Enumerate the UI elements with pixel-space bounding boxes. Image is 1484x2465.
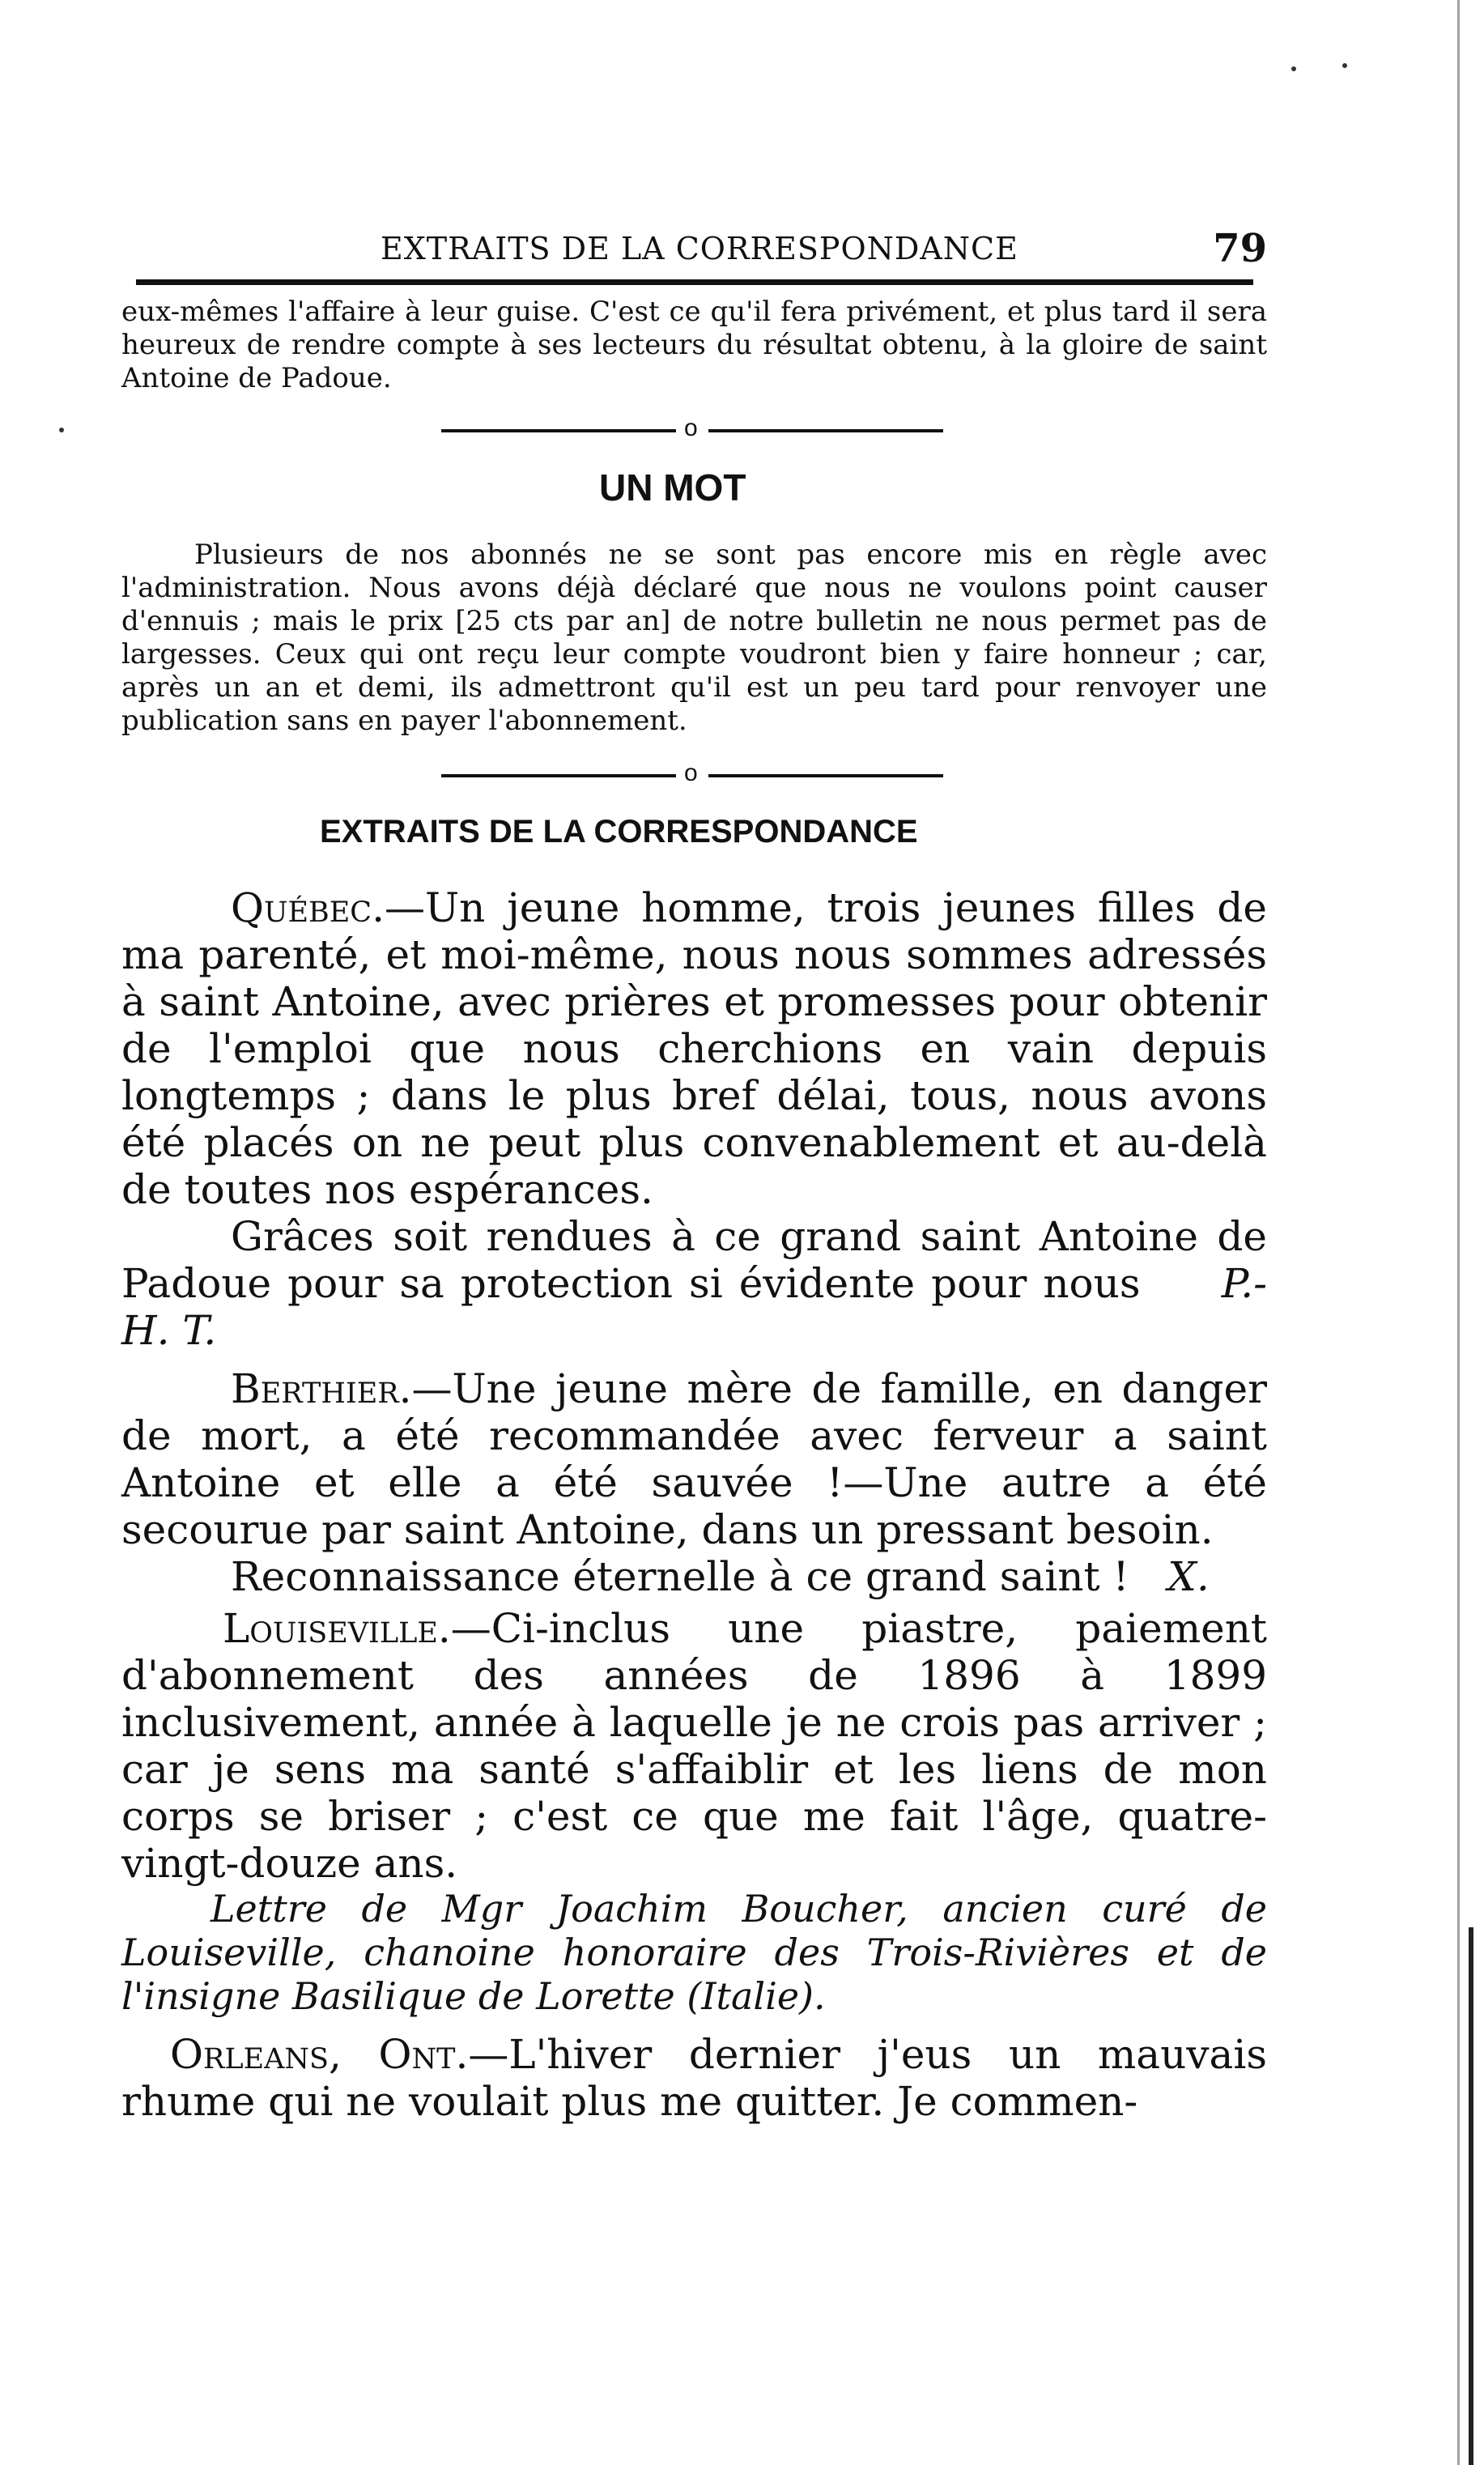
scan-speck [1342, 63, 1347, 68]
place-name: Québec. [231, 884, 385, 931]
scan-edge-line [1457, 0, 1460, 2465]
signature: X. [1167, 1553, 1210, 1600]
running-head [121, 226, 1267, 273]
letter-louiseville [121, 1605, 1267, 1887]
letter-quebec [121, 884, 1267, 1213]
letters-block [121, 884, 1267, 2125]
letter-berthier [121, 1365, 1267, 1553]
thanks-text: Reconnaissance éternelle à ce grand saint ! [231, 1553, 1129, 1600]
letter-text: —L'hiver dernier j'eus un mauvais rhume qui ne voulait plus me quitter. Je commen- [121, 2031, 1268, 2125]
running-head-title: EXTRAITS DE LA CORRESPONDANCE [381, 231, 1018, 266]
un-mot-block [121, 539, 1267, 738]
letter-text: —Une jeune mère de famille, en danger de mort, a été recommandée avec ferveur a saint Antoine et elle a été sauvée !—Une autre a été secourue par saint Antoine, dans un pressant besoin. [121, 1365, 1267, 1553]
separator-mark: o [684, 760, 698, 786]
letter-quebec-thanks [121, 1213, 1267, 1354]
place-name: Orleans, Ont. [170, 2031, 469, 2078]
place-name: Berthier. [231, 1365, 412, 1412]
continuation-block [121, 296, 1267, 395]
scan-edge-bar [1469, 1927, 1473, 2465]
page-number: 79 [1213, 226, 1267, 271]
un-mot-paragraph: Plusieurs de nos abonnés ne se sont pas encore mis en règle avec l'administration. Nous avons déjà déclaré que nous ne voulons point causer d'ennuis ; mais le prix [25 cts par an] de notre bulletin ne nous permet pas de largesses. Ceux qui ont reçu leur compte voudront bien y faire honneur ; car, après un an et demi, ils admettront qu'il est un peu tard pour renvoyer une publication sans en payer l'abonnement. [121, 539, 1267, 737]
separator [441, 415, 943, 447]
scan-speck [1291, 66, 1296, 71]
thanks-text: Grâces soit rendues à ce grand saint Antoine de Padoue pour sa protection si évidente pour nous [121, 1213, 1267, 1307]
extraits-title: EXTRAITS DE LA CORRESPONDANCE [320, 814, 918, 849]
letter-text: —Un jeune homme, trois jeunes filles de ma parenté, et moi-même, nous nous sommes adressés à saint Antoine, avec prières et promesses pour obtenir de l'emploi que nous cherchions en vain depuis longtemps ; dans le plus bref délai, tous, nous avons été placés on ne peut plus convenablement et au-delà de toutes nos espérances. [121, 884, 1267, 1213]
header-rule [136, 279, 1253, 285]
continuation-paragraph: eux-mêmes l'affaire à leur guise. C'est ce qu'il fera privément, et plus tard il sera heureux de rendre compte à ses lecteurs du résultat obtenu, à la gloire de saint Antoine de Padoue. [121, 296, 1267, 394]
separator-mark: o [684, 415, 698, 441]
letter-orleans [121, 2031, 1267, 2125]
separator [441, 760, 943, 792]
signature: P.-H. T. [121, 1260, 1268, 1354]
letter-louiseville-signature: Lettre de Mgr Joachim Boucher, ancien curé de Louiseville, chanoine honoraire des Trois-Rivières et de l'insigne Basilique de Lorette (Italie). [121, 1887, 1267, 2018]
un-mot-title: UN MOT [599, 466, 746, 509]
letter-berthier-thanks [121, 1553, 1267, 1600]
letter-text: —Ci-inclus une piastre, paiement d'abonnement des années de 1896 à 1899 inclusivement, année à laquelle je ne crois pas arriver ; car je sens ma santé s'affaiblir et les liens de mon corps se briser ; c'est ce que me fait l'âge, quatre-vingt-douze ans. [121, 1605, 1267, 1887]
place-name: Louiseville. [223, 1605, 451, 1652]
scan-speck [59, 428, 64, 432]
